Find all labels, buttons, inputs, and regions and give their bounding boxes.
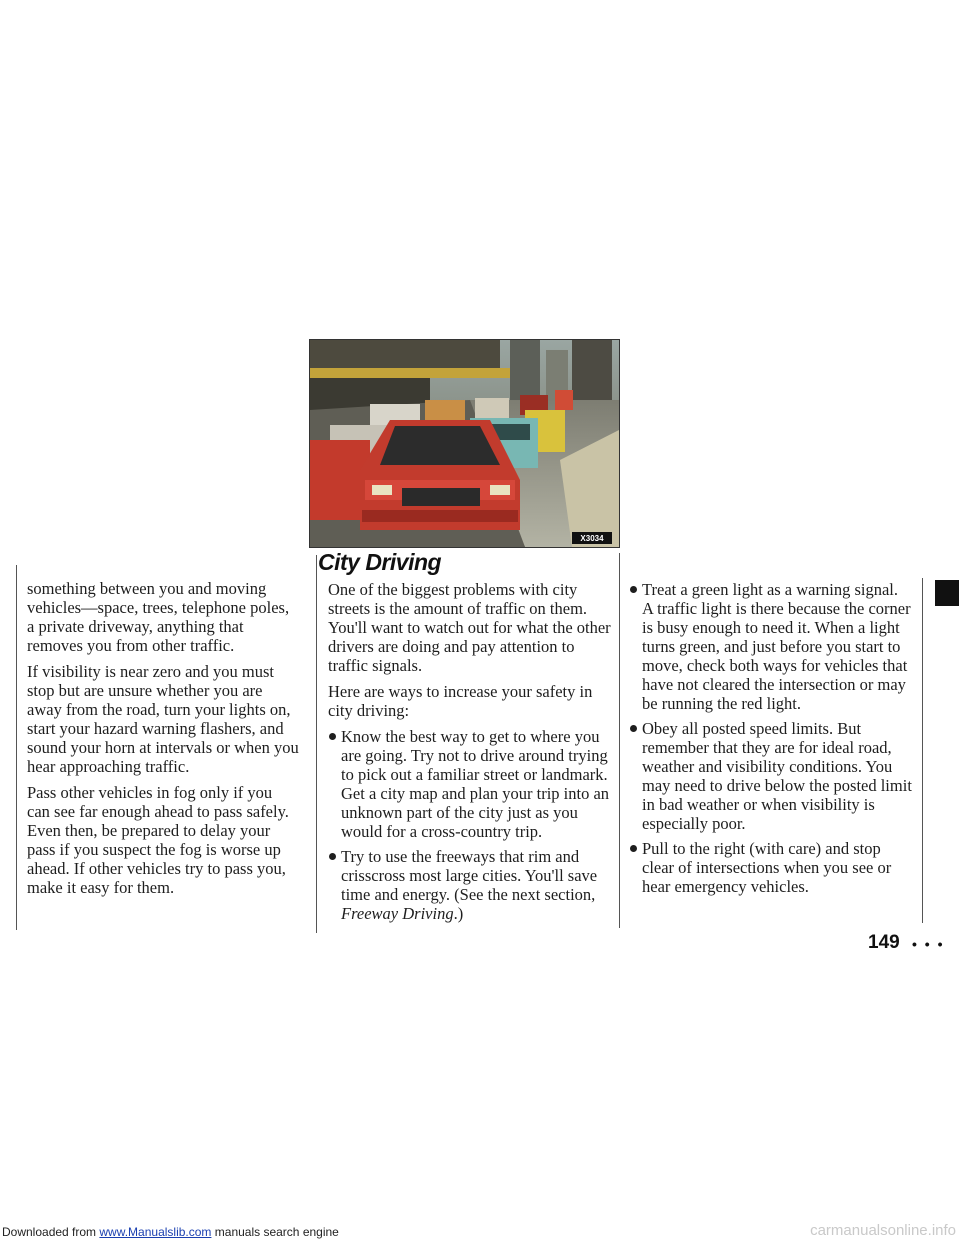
column-rule-middle-left (316, 555, 317, 933)
manualslib-link[interactable]: www.Manualslib.com (99, 1225, 212, 1239)
right-column (629, 580, 912, 902)
list-item: Treat a green light as a warning signal. A traffic light is there because the corner is busy enough to need it. When a light turns green, and just before you start to move, check both ways for vehicles that have not cleared the intersection or may be running the red light. (629, 580, 912, 713)
left-paragraph-1: something between you and moving vehicles—space, trees, telephone poles, a private driveway, anything that removes you from other traffic. (27, 579, 290, 655)
column-rule-right-outer (922, 578, 923, 923)
right-bullet-list (629, 580, 912, 896)
list-item: Pull to the right (with care) and stop clear of intersections when you see or hear emergency vehicles. (629, 839, 912, 896)
list-item: Know the best way to get to where you are going. Try not to drive around trying to pick out a familiar street or landmark. Get a city map and plan your trip into an unknown part of the city just as you would for a cross-country trip. (328, 727, 615, 841)
watermark: carmanualsonline.info (810, 1222, 956, 1239)
download-footer (2, 1225, 339, 1239)
list-item: Obey all posted speed limits. But remember that they are for ideal road, weather and visibility conditions. You may need to drive below the posted limit in bad weather or when visibility is especially poor. (629, 719, 912, 833)
column-rule-left-outer (16, 565, 17, 930)
left-column (27, 579, 299, 904)
footer-suffix: manuals search engine (211, 1225, 339, 1239)
middle-column (328, 580, 615, 929)
middle-lead: Here are ways to increase your safety in city driving: (328, 682, 593, 720)
left-paragraph-2: If visibility is near zero and you must stop but are unsure whether you are away from the road, turn your lights on, start your hazard warning flashers, and sound your horn at intervals or when you hear approaching traffic. (27, 662, 299, 776)
middle-bullet-list (328, 727, 615, 923)
page-dots: • • • (912, 936, 945, 952)
city-traffic-photo (309, 339, 620, 548)
freeway-driving-reference: Freeway Driving (341, 904, 454, 923)
photo-label: X3034 (580, 534, 604, 543)
footer-prefix: Downloaded from (2, 1225, 100, 1239)
section-tab-marker (935, 580, 959, 606)
bullet-text: Try to use the freeways that rim and crisscross most large cities. You'll save time and energy. (See the next section, (341, 847, 598, 904)
list-item (328, 847, 615, 923)
bullet-end: .) (453, 904, 464, 923)
section-heading: City Driving (318, 549, 442, 575)
middle-intro: One of the biggest problems with city streets is the amount of traffic on them. You'll want to watch out for what the other drivers are doing and pay attention to traffic signals. (328, 580, 611, 675)
page-number: 149 (868, 932, 900, 953)
column-rule-middle-right (619, 553, 620, 928)
left-paragraph-3: Pass other vehicles in fog only if you can see far enough ahead to pass safely. Even then, be prepared to delay your pass if you suspect the fog is worse up ahead. If other vehicles try to pass you, make it easy for them. (27, 783, 289, 897)
